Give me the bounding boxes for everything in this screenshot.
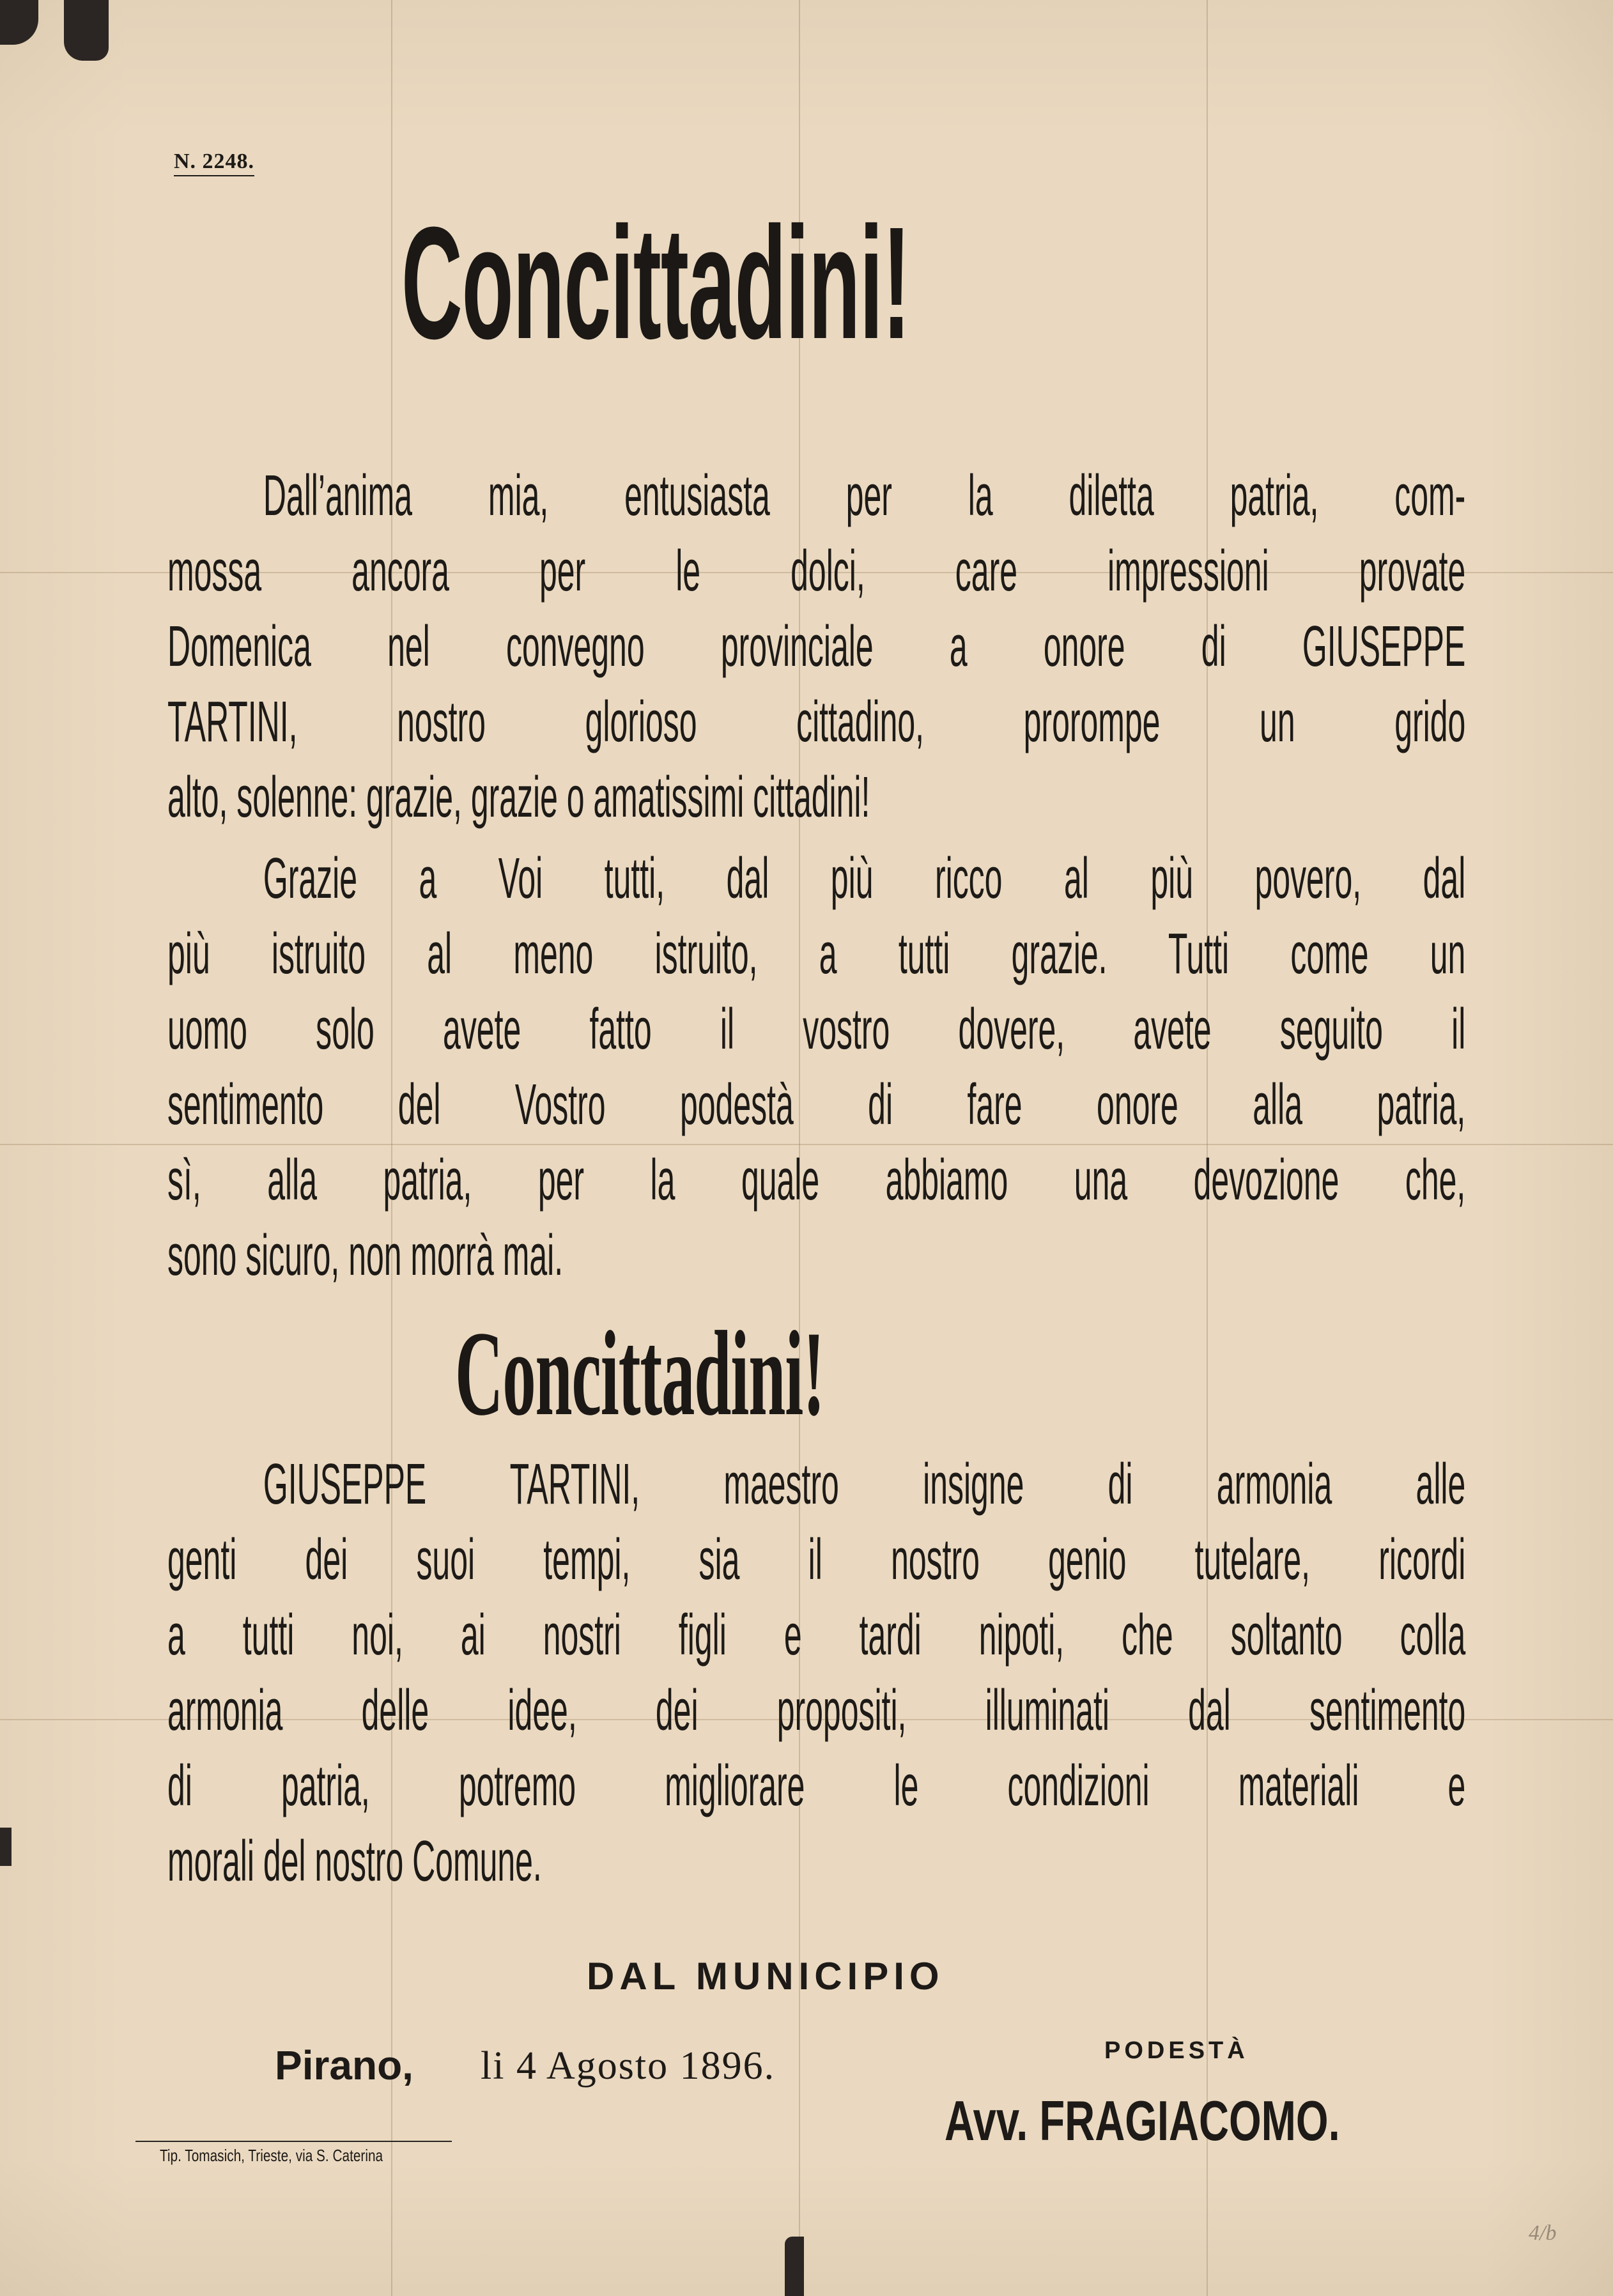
text-line: sono sicuro, non morrà mai. [167,1224,564,1288]
text-line: alto, solenne: grazie, grazie o amatissimi cittadini! [167,766,870,829]
text-line: sì, alla patria, per la quale abbiamo una devozione che, [167,1148,1466,1212]
text-line: TARTINI, nostro glorioso cittadino, prorompe un grido [167,690,1466,754]
printer-credit: Tip. Tomasich, Trieste, via S. Caterina [160,2146,383,2165]
signatory: Avv. FRAGIACOMO. [945,2089,1340,2152]
text-line: armonia delle idee, dei propositi, illuminati dal sentimento [167,1679,1466,1743]
date: li 4 Agosto 1896. [481,2044,776,2088]
text-line: Dall’anima mia, entusiasta per la diletta patria, com- [263,464,1466,528]
text-line: a tutti noi, ai nostri figli e tardi nipoti, che soltanto colla [167,1603,1466,1667]
text-line: Domenica nel convegno provinciale a onore di GIUSEPPE [167,615,1466,679]
paragraph-gratitude [167,458,1465,835]
text-line: sentimento del Vostro podestà di fare onore alla patria, [167,1073,1466,1137]
headline: Concittadini! [401,194,910,372]
paragraph-thanks [167,841,1465,1293]
paragraph-tartini [167,1447,1465,1899]
place: Pirano, [275,2042,413,2088]
text-line: GIUSEPPE TARTINI, maestro insigne di armonia alle [263,1452,1466,1516]
text-line: morali del nostro Comune. [167,1830,542,1893]
text-line: di patria, potremo migliorare le condizioni materiali e [167,1754,1466,1818]
divider [135,2141,452,2142]
torn-edge [0,1828,12,1866]
torn-corner [64,0,109,61]
text-line: genti dei suoi tempi, sia il nostro genio tutelare, ricordi [167,1528,1466,1592]
issuer: DAL MUNICIPIO [587,1955,945,1998]
torn-edge [785,2237,804,2296]
text-line: più istruito al meno istruito, a tutti grazie. Tutti come un [167,922,1466,986]
text-line: uomo solo avete fatto il vostro dovere, avete seguito il [167,998,1466,1061]
torn-corner [0,0,38,45]
archive-mark: 4/b [1529,2221,1557,2245]
text-line: mossa ancora per le dolci, care impressioni provate [167,539,1466,603]
document-number: N. 2248. [174,150,254,176]
signature-title: PODESTÀ [1104,2037,1249,2064]
headline: Concittadini! [455,1307,824,1441]
text-line: Grazie a Voi tutti, dal più ricco al più povero, dal [263,847,1466,911]
